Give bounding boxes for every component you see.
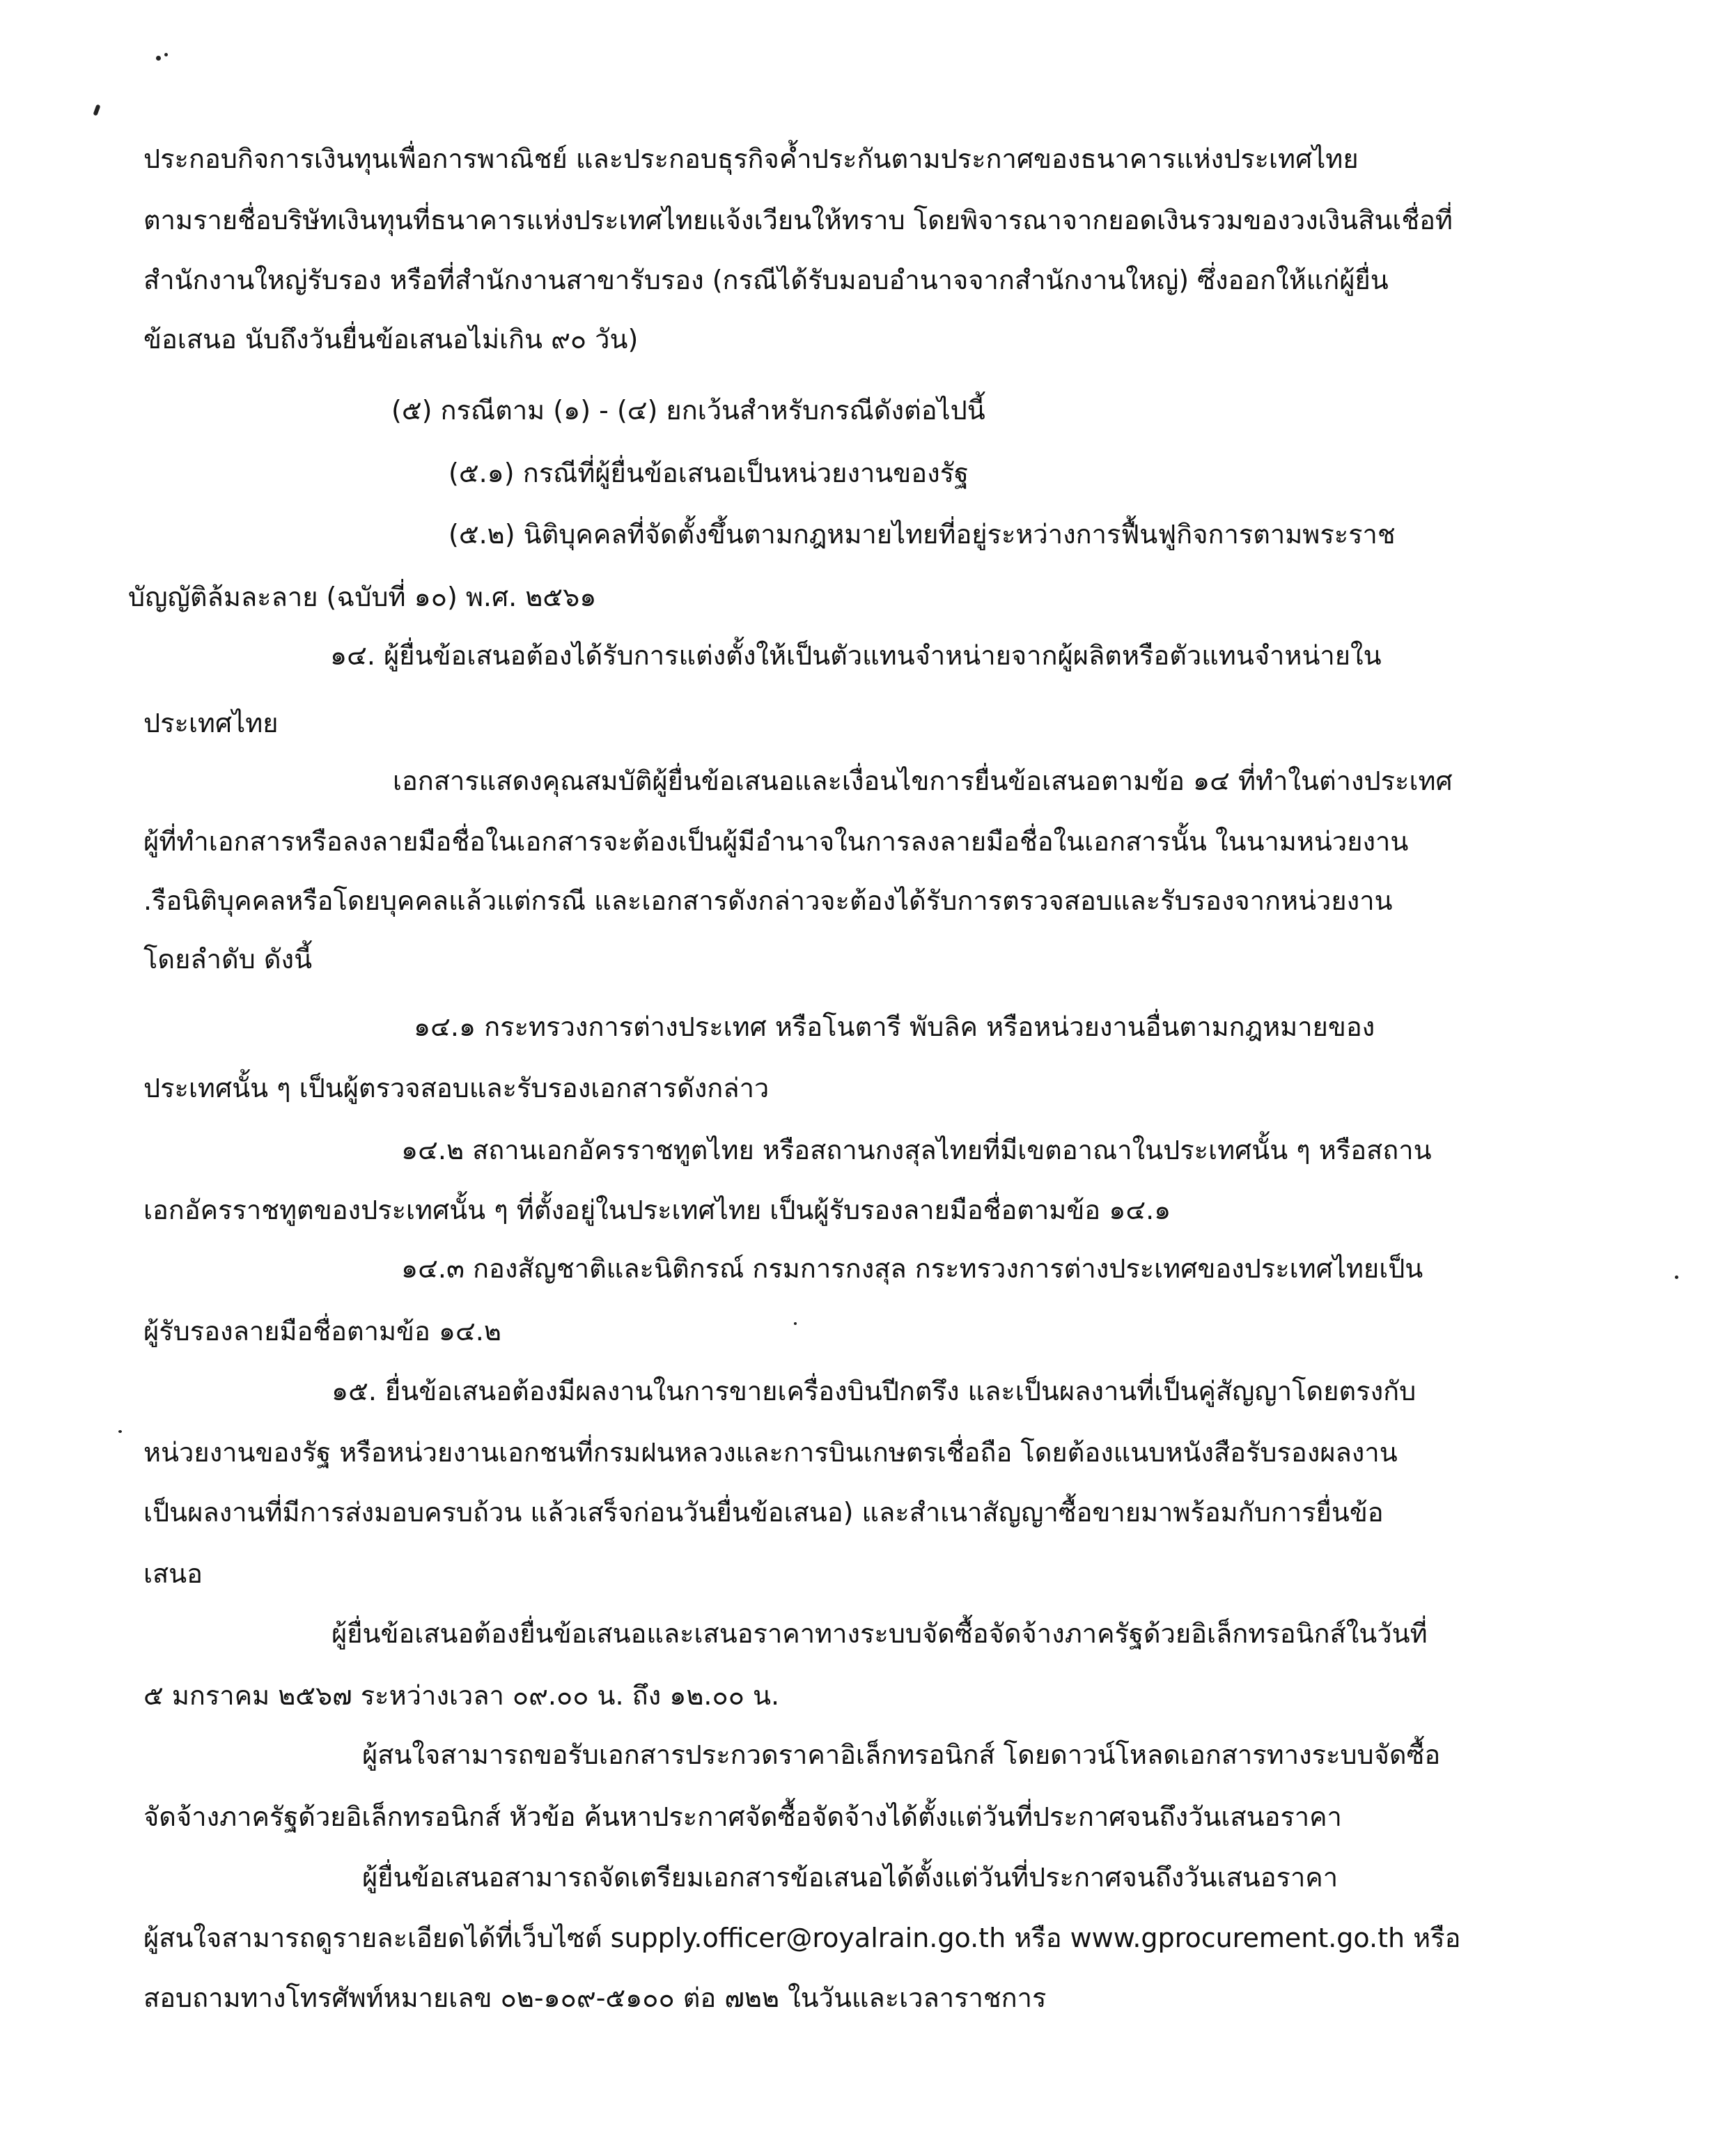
text-line: หน่วยงานของรัฐ หรือหน่วยงานเอกชนที่กรมฝนหลวงและการบินเกษตรเชื่อถือ โดยต้องแนบหนังสือรับรองผลงาน (143, 1437, 1398, 1468)
text-line: เป็นผลงานที่มีการส่งมอบครบถ้วน แล้วเสร็จก่อนวันยื่นข้อเสนอ) และสำเนาสัญญาซื้อขายมาพร้อมกับการยื่นข้อ (143, 1497, 1384, 1528)
text-line: ผู้รับรองลายมือชื่อตามข้อ ๑๔.๒ (143, 1316, 501, 1347)
text-line: เอกอัครราชทูตของประเทศนั้น ๆ ที่ตั้งอยู่ในประเทศไทย เป็นผู้รับรองลายมือชื่อตามข้อ ๑๔.๑ (143, 1195, 1171, 1225)
text-line: ๕ มกราคม ๒๕๖๗ ระหว่างเวลา ๐๙.๐๐ น. ถึง ๑๒.๐๐ น. (143, 1680, 780, 1711)
text-line: (๕) กรณีตาม (๑) - (๔) ยกเว้นสำหรับกรณีดังต่อไปนี้ (391, 395, 985, 426)
text-line: ๑๔. ผู้ยื่นข้อเสนอต้องได้รับการแต่งตั้งให้เป็นตัวแทนจำหน่ายจากผู้ผลิตหรือตัวแทนจำหน่ายใน (330, 640, 1382, 671)
text-line: ประกอบกิจการเงินทุนเพื่อการพาณิชย์ และประกอบธุรกิจค้ำประกันตามประกาศของธนาคารแห่งประเทศไทย (143, 144, 1359, 174)
scan-speck (156, 56, 161, 61)
scan-speck (164, 53, 168, 56)
scan-speck (1675, 1275, 1678, 1279)
text-line: (๕.๑) กรณีที่ผู้ยื่นข้อเสนอเป็นหน่วยงานของรัฐ (448, 458, 969, 488)
text-line: ผู้ที่ทำเอกสารหรือลงลายมือชื่อในเอกสารจะต้องเป็นผู้มีอำนาจในการลงลายมือชื่อในเอกสารนั้น ในนามหน่วยงาน (143, 826, 1409, 857)
text-line: ประเทศนั้น ๆ เป็นผู้ตรวจสอบและรับรองเอกสารดังกล่าว (143, 1073, 770, 1103)
text-line: (๕.๒) นิติบุคคลที่จัดตั้งขึ้นตามกฎหมายไทยที่อยู่ระหว่างการฟื้นฟูกิจการตามพระราช (448, 519, 1396, 550)
text-line: ประเทศไทย (143, 708, 279, 738)
text-line: ผู้ยื่นข้อเสนอสามารถจัดเตรียมเอกสารข้อเสนอได้ตั้งแต่วันที่ประกาศจนถึงวันเสนอราคา (362, 1862, 1339, 1893)
text-line: ข้อเสนอ นับถึงวันยื่นข้อเสนอไม่เกิน ๙๐ วัน) (143, 324, 639, 355)
text-line: ๑๕. ยื่นข้อเสนอต้องมีผลงานในการขายเครื่องบินปีกตรึง และเป็นผลงานที่เป็นคู่สัญญาโดยตรงกับ (331, 1376, 1417, 1406)
text-line: ตามรายชื่อบริษัทเงินทุนที่ธนาคารแห่งประเทศไทยแจ้งเวียนให้ทราบ โดยพิจารณาจากยอดเงินรวมของวงเงินสินเชื่อที่ (143, 205, 1453, 235)
text-line: บัญญัติล้มละลาย (ฉบับที่ ๑๐) พ.ศ. ๒๕๖๑ (128, 582, 597, 612)
text-line: เสนอ (143, 1558, 203, 1589)
text-line: ผู้สนใจสามารถดูรายละเอียดได้ที่เว็บไซต์ supply.officer@royalrain.go.th หรือ www.gprocurement.go.th หรือ (143, 1923, 1461, 1953)
text-line: ๑๔.๓ กองสัญชาติและนิติกรณ์ กรมการกงสุล กระทรวงการต่างประเทศของประเทศไทยเป็น (401, 1253, 1423, 1284)
text-line: ๑๔.๑ กระทรวงการต่างประเทศ หรือโนตารี พับลิค หรือหน่วยงานอื่นตามกฎหมายของ (414, 1011, 1375, 1042)
text-line: ๑๔.๒ สถานเอกอัครราชทูตไทย หรือสถานกงสุลไทยที่มีเขตอาณาในประเทศนั้น ๆ หรือสถาน (401, 1135, 1432, 1165)
text-line: ผู้สนใจสามารถขอรับเอกสารประกวดราคาอิเล็กทรอนิกส์ โดยดาวน์โหลดเอกสารทางระบบจัดซื้อ (362, 1739, 1441, 1770)
scan-speck (794, 1322, 797, 1325)
text-line: .รือนิติบุคคลหรือโดยบุคคลแล้วแต่กรณี และเอกสารดังกล่าวจะต้องได้รับการตรวจสอบและรับรองจากหน่วยงาน (143, 885, 1393, 916)
scan-speck (118, 1430, 122, 1433)
text-line: โดยลำดับ ดังนี้ (143, 944, 313, 975)
text-line: เอกสารแสดงคุณสมบัติผู้ยื่นข้อเสนอและเงื่อนไขการยื่นข้อเสนอตามข้อ ๑๔ ที่ทำในต่างประเทศ (393, 766, 1453, 796)
text-line: จัดจ้างภาครัฐด้วยอิเล็กทรอนิกส์ หัวข้อ ค้นหาประกาศจัดซื้อจัดจ้างได้ตั้งแต่วันที่ประกาศจนถึงวันเสนอราคา (143, 1801, 1342, 1832)
text-line: สอบถามทางโทรศัพท์หมายเลข ๐๒-๑๐๙-๕๑๐๐ ต่อ ๗๒๒ ในวันและเวลาราชการ (143, 1983, 1047, 2013)
text-line: ผู้ยื่นข้อเสนอต้องยื่นข้อเสนอและเสนอราคาทางระบบจัดซื้อจัดจ้างภาครัฐด้วยอิเล็กทรอนิกส์ในวันที่ (331, 1618, 1428, 1649)
scan-speck (93, 104, 100, 116)
text-line: สำนักงานใหญ่รับรอง หรือที่สำนักงานสาขารับรอง (กรณีได้รับมอบอำนาจจากสำนักงานใหญ่) ซึ่งออกให้แก่ผู้ยื่น (143, 265, 1389, 295)
